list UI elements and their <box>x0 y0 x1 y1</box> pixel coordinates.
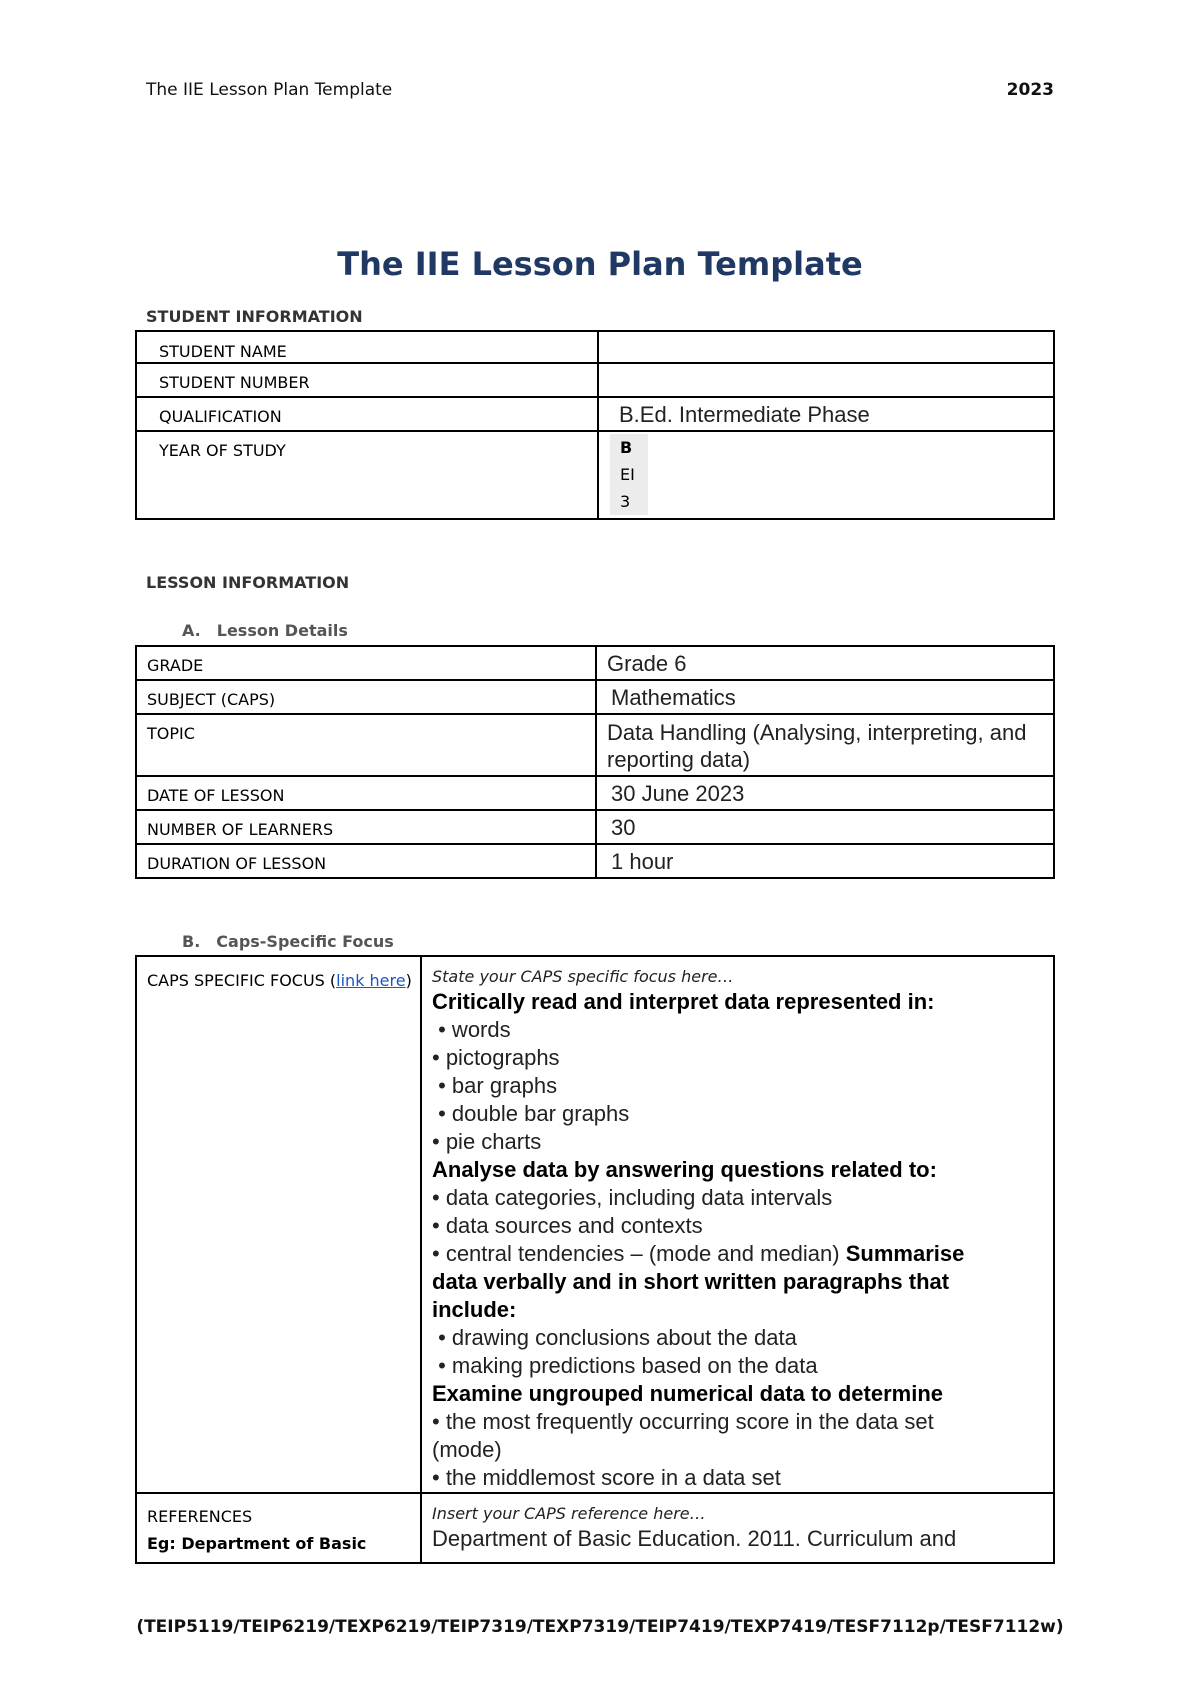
references-label-block <box>137 1494 420 1557</box>
student-info-heading: STUDENT INFORMATION <box>146 307 363 326</box>
references-example: Eg: Department of Basic <box>147 1534 367 1553</box>
caps-line: • double bar graphs <box>432 1101 630 1126</box>
references-value: Department of Basic Education. 2011. Curriculum and <box>432 1526 957 1551</box>
caps-focus-body <box>432 988 1045 1492</box>
caps-focus-content[interactable] <box>422 957 1053 1492</box>
number-of-learners-label: NUMBER OF LEARNERS <box>147 820 334 839</box>
table-row <box>136 431 1054 519</box>
grade-label: GRADE <box>147 656 204 675</box>
caps-focus-label-close: ) <box>405 971 412 990</box>
table-row <box>136 714 1054 776</box>
topic-value[interactable]: Data Handling (Analysing, interpreting, and reporting data) <box>607 720 1027 772</box>
duration-label: DURATION OF LESSON <box>147 854 327 873</box>
grade-value[interactable]: Grade 6 <box>607 651 687 676</box>
lesson-details-table <box>135 645 1055 879</box>
lesson-details-subheading: A. Lesson Details <box>182 621 348 640</box>
caps-line: • data sources and contexts <box>432 1213 703 1238</box>
duration-value[interactable]: 1 hour <box>611 849 674 874</box>
qualification-value[interactable]: B.Ed. Intermediate Phase <box>619 402 870 427</box>
table-row <box>136 776 1054 810</box>
caps-focus-label <box>137 957 420 994</box>
document-title: The IIE Lesson Plan Template <box>337 245 863 283</box>
caps-line: • drawing conclusions about the data <box>432 1325 797 1350</box>
student-name-field[interactable] <box>599 332 1053 334</box>
caps-line: Examine ungrouped numerical data to determine <box>432 1381 943 1406</box>
table-row <box>136 844 1054 878</box>
caps-link[interactable]: link here <box>336 971 406 990</box>
caps-line: include: <box>432 1297 517 1322</box>
date-of-lesson-label: DATE OF LESSON <box>147 786 285 805</box>
caps-line: Critically read and interpret data represented in: <box>432 989 935 1014</box>
caps-line: • words <box>432 1017 511 1042</box>
page-header-title: The IIE Lesson Plan Template <box>146 80 393 100</box>
caps-focus-subheading: B. Caps-Specific Focus <box>182 932 394 951</box>
references-prompt: Insert your CAPS reference here… <box>432 1504 706 1523</box>
lesson-info-heading: LESSON INFORMATION <box>146 573 350 592</box>
table-row <box>136 680 1054 714</box>
references-label: REFERENCES <box>147 1507 253 1526</box>
date-of-lesson-value[interactable]: 30 June 2023 <box>611 781 745 806</box>
subject-value[interactable]: Mathematics <box>611 685 736 710</box>
student-number-field[interactable] <box>599 364 1053 366</box>
qualification-label: QUALIFICATION <box>159 407 282 426</box>
table-row <box>136 331 1054 363</box>
references-content[interactable] <box>422 1494 1053 1553</box>
caps-focus-label-text: CAPS SPECIFIC FOCUS ( <box>147 971 337 990</box>
topic-label: TOPIC <box>147 724 195 743</box>
caps-line: • data categories, including data intervals <box>432 1185 833 1210</box>
caps-line: • bar graphs <box>432 1073 558 1098</box>
number-of-learners-value[interactable]: 30 <box>611 815 636 840</box>
year-of-study-value[interactable] <box>599 432 1053 515</box>
year-line-3: 3 <box>620 492 631 511</box>
year-of-study-label: YEAR OF STUDY <box>159 441 286 460</box>
caps-line: • central tendencies – (mode and median) Summarise <box>432 1241 965 1266</box>
table-row <box>136 646 1054 680</box>
table-row <box>136 363 1054 397</box>
caps-line: data verbally and in short written paragraphs that <box>432 1269 950 1294</box>
subject-label: SUBJECT (CAPS) <box>147 690 276 709</box>
student-name-label: STUDENT NAME <box>159 342 287 361</box>
year-line-2: EI <box>620 465 635 484</box>
caps-line: • the middlemost score in a data set <box>432 1465 781 1490</box>
table-row <box>136 810 1054 844</box>
caps-line: • pie charts <box>432 1129 542 1154</box>
table-row <box>136 1493 1054 1563</box>
student-number-label: STUDENT NUMBER <box>159 373 310 392</box>
page-header-year: 2023 <box>1006 80 1054 100</box>
course-codes-footer: (TEIP5119/TEIP6219/TEXP6219/TEIP7319/TEXP7319/TEIP7419/TEXP7419/TESF7112p/TESF7112w) <box>136 1617 1064 1637</box>
year-line-1: B <box>620 438 633 457</box>
table-row <box>136 956 1054 1493</box>
caps-line: • the most frequently occurring score in the data set <box>432 1409 934 1434</box>
caps-line: • making predictions based on the data <box>432 1353 818 1378</box>
student-info-table <box>135 330 1055 520</box>
caps-line: • pictographs <box>432 1045 560 1070</box>
caps-focus-table <box>135 955 1055 1564</box>
caps-line: Analyse data by answering questions related to: <box>432 1157 937 1182</box>
caps-line: (mode) <box>432 1437 502 1462</box>
table-row <box>136 397 1054 431</box>
caps-focus-prompt: State your CAPS specific focus here… <box>432 967 734 986</box>
